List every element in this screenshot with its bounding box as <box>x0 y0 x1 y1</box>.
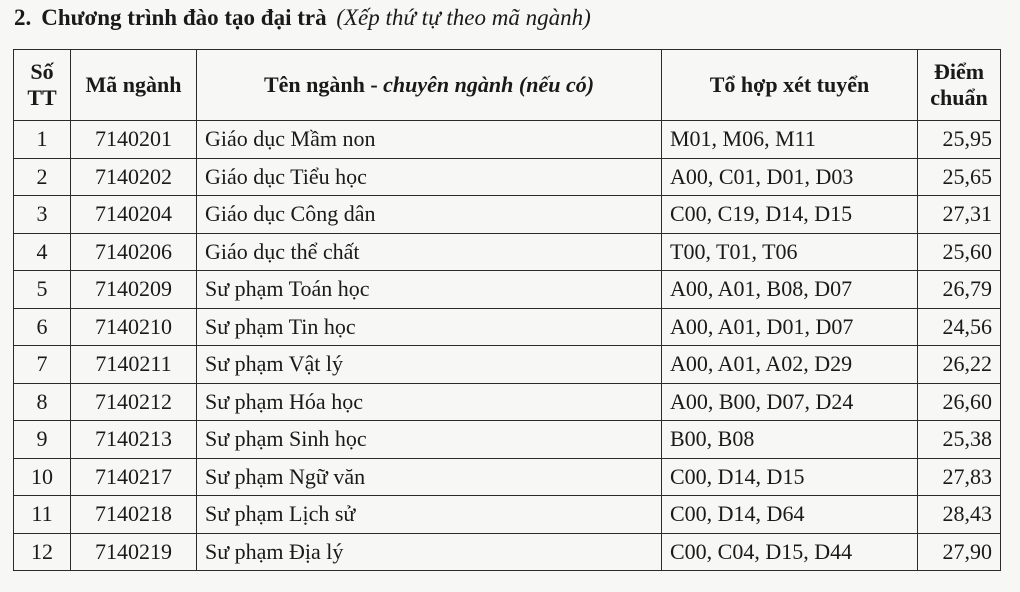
cell-code: 7140219 <box>71 533 197 571</box>
table-row <box>14 458 1001 496</box>
cell-code: 7140213 <box>71 421 197 459</box>
table-row <box>14 158 1001 196</box>
cell-score: 25,60 <box>918 233 1001 271</box>
cell-combo: C00, D14, D15 <box>662 458 918 496</box>
cell-combo: A00, A01, D01, D07 <box>662 308 918 346</box>
header-stt-line2: TT <box>27 85 57 110</box>
cell-code: 7140211 <box>71 346 197 384</box>
section-note: (Xếp thứ tự theo mã ngành) <box>336 5 591 30</box>
cell-name: Sư phạm Tin học <box>197 308 662 346</box>
header-name-italic: chuyên ngành (nếu có) <box>383 72 595 97</box>
section-heading <box>14 2 591 34</box>
cell-score: 26,79 <box>918 271 1001 309</box>
cell-score: 26,22 <box>918 346 1001 384</box>
cell-score: 25,95 <box>918 121 1001 159</box>
cell-code: 7140212 <box>71 383 197 421</box>
cell-code: 7140206 <box>71 233 197 271</box>
cell-score: 27,83 <box>918 458 1001 496</box>
cell-score: 25,65 <box>918 158 1001 196</box>
table-row <box>14 533 1001 571</box>
cell-name: Sư phạm Địa lý <box>197 533 662 571</box>
header-stt-line1: Số <box>30 59 54 84</box>
cell-stt: 1 <box>14 121 71 159</box>
cell-code: 7140210 <box>71 308 197 346</box>
cell-combo: B00, B08 <box>662 421 918 459</box>
header-score-line2: chuẩn <box>930 85 988 110</box>
header-combo: Tổ hợp xét tuyển <box>662 50 918 121</box>
cell-stt: 11 <box>14 496 71 534</box>
cell-score: 27,31 <box>918 196 1001 234</box>
cell-score: 28,43 <box>918 496 1001 534</box>
table-row <box>14 196 1001 234</box>
cell-stt: 5 <box>14 271 71 309</box>
cell-score: 24,56 <box>918 308 1001 346</box>
cell-stt: 12 <box>14 533 71 571</box>
cell-name: Sư phạm Sinh học <box>197 421 662 459</box>
cell-combo: T00, T01, T06 <box>662 233 918 271</box>
cell-stt: 8 <box>14 383 71 421</box>
section-title: Chương trình đào tạo đại trà <box>41 5 327 30</box>
cell-stt: 6 <box>14 308 71 346</box>
cell-combo: C00, C04, D15, D44 <box>662 533 918 571</box>
section-number: 2. <box>14 5 32 30</box>
cell-combo: A00, C01, D01, D03 <box>662 158 918 196</box>
header-name <box>197 50 662 121</box>
cell-name: Sư phạm Lịch sử <box>197 496 662 534</box>
header-name-main: Tên ngành - <box>263 72 384 97</box>
cell-combo: A00, B00, D07, D24 <box>662 383 918 421</box>
table-header-row <box>14 50 1001 121</box>
table-row <box>14 383 1001 421</box>
cell-name: Giáo dục Tiểu học <box>197 158 662 196</box>
table-row <box>14 121 1001 159</box>
cell-combo: C00, C19, D14, D15 <box>662 196 918 234</box>
table-row <box>14 233 1001 271</box>
cell-code: 7140204 <box>71 196 197 234</box>
table-row <box>14 346 1001 384</box>
cell-combo: M01, M06, M11 <box>662 121 918 159</box>
table-body <box>14 121 1001 571</box>
cell-code: 7140201 <box>71 121 197 159</box>
admission-scores-table <box>13 49 1001 571</box>
cell-code: 7140218 <box>71 496 197 534</box>
cell-stt: 2 <box>14 158 71 196</box>
cell-combo: C00, D14, D64 <box>662 496 918 534</box>
cell-score: 26,60 <box>918 383 1001 421</box>
table-row <box>14 421 1001 459</box>
header-code: Mã ngành <box>71 50 197 121</box>
cell-name: Sư phạm Hóa học <box>197 383 662 421</box>
cell-name: Giáo dục Công dân <box>197 196 662 234</box>
cell-stt: 4 <box>14 233 71 271</box>
cell-name: Sư phạm Ngữ văn <box>197 458 662 496</box>
cell-name: Sư phạm Vật lý <box>197 346 662 384</box>
cell-score: 27,90 <box>918 533 1001 571</box>
cell-code: 7140209 <box>71 271 197 309</box>
cell-name: Giáo dục thể chất <box>197 233 662 271</box>
table-row <box>14 308 1001 346</box>
cell-combo: A00, A01, B08, D07 <box>662 271 918 309</box>
cell-combo: A00, A01, A02, D29 <box>662 346 918 384</box>
table-row <box>14 271 1001 309</box>
table-row <box>14 496 1001 534</box>
cell-score: 25,38 <box>918 421 1001 459</box>
header-score-line1: Điểm <box>933 59 985 84</box>
cell-stt: 3 <box>14 196 71 234</box>
cell-code: 7140217 <box>71 458 197 496</box>
cell-name: Giáo dục Mầm non <box>197 121 662 159</box>
header-score <box>918 50 1001 121</box>
cell-code: 7140202 <box>71 158 197 196</box>
cell-stt: 10 <box>14 458 71 496</box>
cell-stt: 9 <box>14 421 71 459</box>
cell-stt: 7 <box>14 346 71 384</box>
header-stt <box>14 50 71 121</box>
cell-name: Sư phạm Toán học <box>197 271 662 309</box>
